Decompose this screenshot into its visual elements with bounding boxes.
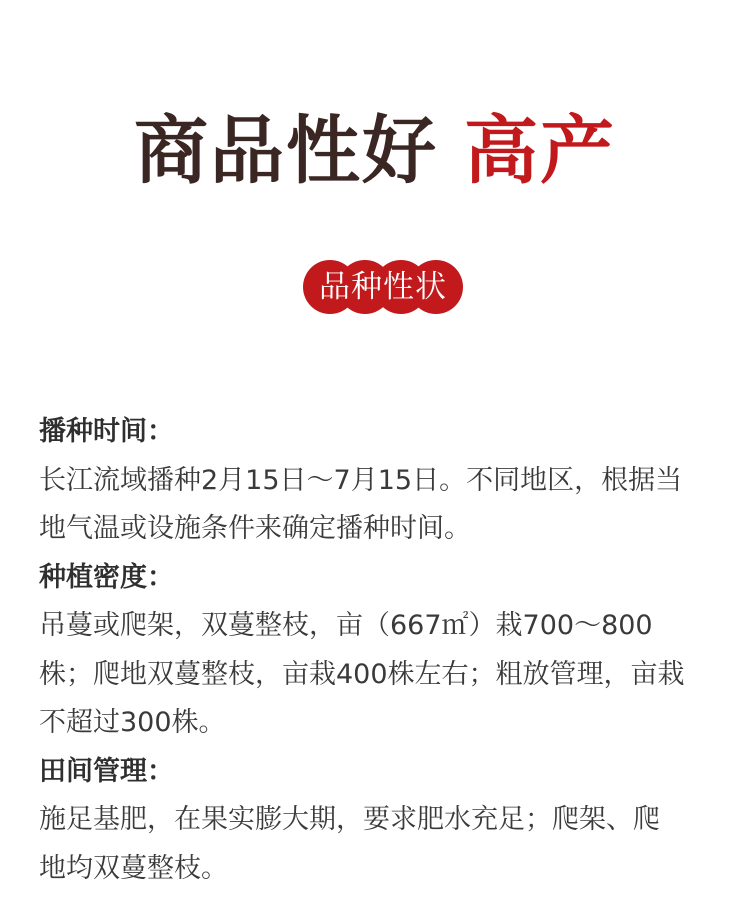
body-line: 地均双蔓整枝。 — [39, 852, 228, 884]
badge-label: 品种性状 — [319, 269, 447, 305]
body-line: 施足基肥，在果实膨大期，要求肥水充足；爬架、爬 — [39, 804, 660, 835]
section-sowing-time — [39, 408, 729, 554]
body-line: 株；爬地双蔓整枝，亩栽400株左右；粗放管理，亩栽 — [39, 658, 685, 690]
body-line: 不超过300株。 — [39, 707, 226, 738]
body-line: 地气温或设施条件来确定播种时间。 — [39, 513, 471, 544]
body-line: 吊蔓或爬架，双蔓整枝，亩（667㎡）栽700～800 — [39, 610, 653, 641]
page-title — [0, 108, 750, 194]
body-line: 长江流域播种2月15日～7月15日。不同地区，根据当 — [39, 464, 683, 496]
section-badge — [303, 260, 463, 314]
headline-dark-text: 商品性好 — [134, 108, 438, 194]
section-title: 田间管理： — [39, 755, 174, 787]
section-planting-density — [39, 554, 729, 748]
variety-traits-content — [39, 408, 729, 893]
section-field-management — [39, 748, 729, 894]
section-title: 播种时间： — [39, 416, 174, 447]
headline-red-text: 高产 — [464, 108, 616, 194]
section-title: 种植密度： — [39, 561, 174, 593]
